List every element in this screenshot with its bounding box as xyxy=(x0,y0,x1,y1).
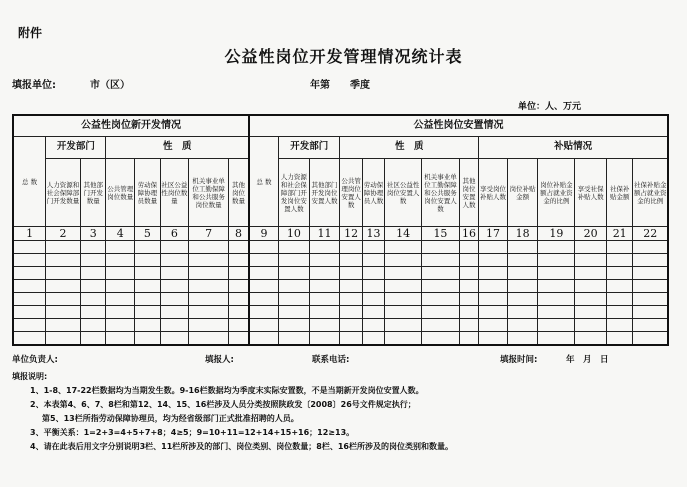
col-header-6: 社区公益性岗位数量 xyxy=(160,158,189,227)
table-cell xyxy=(80,332,106,345)
section-placement: 公益性岗位安置情况 xyxy=(249,115,668,136)
table-row xyxy=(13,306,668,319)
table-cell xyxy=(80,306,106,319)
table-cell xyxy=(385,319,422,332)
instructions xyxy=(12,370,672,454)
col-number: 18 xyxy=(507,227,538,240)
col-header-17: 享受岗位补贴人数 xyxy=(479,158,508,227)
table-cell xyxy=(106,240,135,253)
table-cell xyxy=(279,240,310,253)
table-cell xyxy=(106,293,135,306)
table-cell xyxy=(479,293,508,306)
table-cell xyxy=(633,266,668,279)
col-number: 9 xyxy=(249,227,279,240)
table-cell xyxy=(606,293,633,306)
table-cell xyxy=(538,319,575,332)
table-cell xyxy=(575,240,607,253)
table-cell xyxy=(160,319,189,332)
table-cell xyxy=(507,253,538,266)
table-cell xyxy=(189,293,229,306)
table-cell xyxy=(362,253,384,266)
table-cell xyxy=(106,253,135,266)
table-cell xyxy=(633,293,668,306)
col-number: 19 xyxy=(538,227,575,240)
table-cell xyxy=(362,240,384,253)
table-cell xyxy=(385,240,422,253)
table-cell xyxy=(13,293,46,306)
unit-label: 单位：人、万元 xyxy=(518,102,582,112)
table-cell xyxy=(106,306,135,319)
dept-right-header: 开发部门 xyxy=(279,136,340,158)
table-cell xyxy=(229,266,249,279)
table-cell xyxy=(459,332,478,345)
instruction-3: 3、平衡关系：1=2+3=4+5+7+8；4≥5；9=10+11=12+14+15+16；12≥13。 xyxy=(30,428,355,437)
subsidy-header: 补贴情况 xyxy=(479,136,668,158)
col-number: 21 xyxy=(606,227,633,240)
col-number: 22 xyxy=(633,227,668,240)
table-cell xyxy=(80,319,106,332)
statistics-table xyxy=(12,114,669,346)
table-cell xyxy=(13,279,46,292)
instruction-1: 1、1-8、17-22栏数据均为当期发生数。9-16栏数据均为季度末实际安置数，不是当期新开发岗位安置人数。 xyxy=(30,386,424,395)
total-left-header: 总 数 xyxy=(13,136,46,227)
fill-time-label: 填报时间: xyxy=(500,355,538,365)
table-cell xyxy=(385,279,422,292)
responsible-label: 单位负责人: xyxy=(12,355,58,365)
table-cell xyxy=(249,279,279,292)
col-header-11: 其他部门开发岗位安置人数 xyxy=(309,158,340,227)
table-cell xyxy=(229,306,249,319)
table-cell xyxy=(459,293,478,306)
col-header-7: 机关事业单位工勤保障和公共服务岗位数量 xyxy=(189,158,229,227)
phone-label: 联系电话: xyxy=(312,355,350,365)
table-cell xyxy=(340,266,362,279)
table-cell xyxy=(160,332,189,345)
table-cell xyxy=(362,306,384,319)
table-cell xyxy=(459,240,478,253)
table-cell xyxy=(80,266,106,279)
table-cell xyxy=(633,332,668,345)
table-cell xyxy=(13,240,46,253)
city-district-label: 市（区） xyxy=(90,80,130,91)
table-cell xyxy=(385,293,422,306)
table-cell xyxy=(507,240,538,253)
table-cell xyxy=(135,306,161,319)
col-number: 4 xyxy=(106,227,135,240)
col-header-5: 劳动保障协理员数量 xyxy=(135,158,161,227)
col-number: 11 xyxy=(309,227,340,240)
table-cell xyxy=(106,279,135,292)
instruction-4: 4、请在此表后用文字分别说明3栏、11栏所涉及的部门、岗位类别、岗位数量；8栏、16栏所涉及的岗位类别和数量。 xyxy=(30,442,453,451)
col-number: 16 xyxy=(459,227,478,240)
table-cell xyxy=(633,253,668,266)
table-cell xyxy=(507,266,538,279)
table-cell xyxy=(135,240,161,253)
col-number: 6 xyxy=(160,227,189,240)
table-cell xyxy=(538,332,575,345)
table-cell xyxy=(279,266,310,279)
table-cell xyxy=(459,266,478,279)
table-cell xyxy=(13,253,46,266)
table-cell xyxy=(606,332,633,345)
table-cell xyxy=(249,293,279,306)
table-cell xyxy=(189,240,229,253)
table-cell xyxy=(575,253,607,266)
column-number-row xyxy=(13,227,668,240)
table-cell xyxy=(13,266,46,279)
table-cell xyxy=(80,279,106,292)
table-cell xyxy=(189,319,229,332)
col-header-13: 劳动保障协理员人数 xyxy=(362,158,384,227)
table-cell xyxy=(507,293,538,306)
table-cell xyxy=(160,253,189,266)
table-cell xyxy=(538,306,575,319)
table-cell xyxy=(633,240,668,253)
col-header-12: 公共管理岗位安置人数 xyxy=(340,158,362,227)
table-cell xyxy=(507,319,538,332)
col-header-3: 其他部门开发数量 xyxy=(80,158,106,227)
table-cell xyxy=(479,266,508,279)
table-cell xyxy=(279,306,310,319)
table-cell xyxy=(160,240,189,253)
table-cell xyxy=(422,253,460,266)
col-number: 13 xyxy=(362,227,384,240)
table-cell xyxy=(385,332,422,345)
table-cell xyxy=(606,240,633,253)
table-cell xyxy=(160,306,189,319)
table-cell xyxy=(479,319,508,332)
table-cell xyxy=(279,253,310,266)
table-cell xyxy=(279,332,310,345)
table-cell xyxy=(538,240,575,253)
table-cell xyxy=(309,253,340,266)
table-cell xyxy=(279,279,310,292)
table-cell xyxy=(459,319,478,332)
instruction-2: 2、本表第4、6、7、8栏和第12、14、15、16栏涉及人员分类按照陕政发〔2008〕26号文件规定执行； xyxy=(30,400,416,409)
col-header-18: 岗位补贴金额 xyxy=(507,158,538,227)
table-cell xyxy=(135,253,161,266)
col-number: 12 xyxy=(340,227,362,240)
table-cell xyxy=(309,279,340,292)
table-cell xyxy=(229,293,249,306)
table-cell xyxy=(575,319,607,332)
table-cell xyxy=(385,306,422,319)
table-cell xyxy=(479,332,508,345)
table-row xyxy=(13,253,668,266)
table-cell xyxy=(135,266,161,279)
table-cell xyxy=(340,253,362,266)
col-header-15: 机关事业单位工勤保障和公共服务岗位安置人数 xyxy=(422,158,460,227)
table-cell xyxy=(538,279,575,292)
table-cell xyxy=(249,332,279,345)
table-cell xyxy=(189,253,229,266)
table-cell xyxy=(362,293,384,306)
table-cell xyxy=(385,266,422,279)
table-cell xyxy=(340,279,362,292)
table-cell xyxy=(229,279,249,292)
col-header-20: 享受社保补贴人数 xyxy=(575,158,607,227)
col-number: 5 xyxy=(135,227,161,240)
col-number: 14 xyxy=(385,227,422,240)
table-cell xyxy=(229,240,249,253)
table-cell xyxy=(422,279,460,292)
col-header-16: 其他岗位安置人数 xyxy=(459,158,478,227)
table-cell xyxy=(249,253,279,266)
table-row xyxy=(13,240,668,253)
table-cell xyxy=(46,293,81,306)
table-cell xyxy=(538,253,575,266)
table-cell xyxy=(13,332,46,345)
table-cell xyxy=(575,306,607,319)
table-row xyxy=(13,279,668,292)
table-cell xyxy=(135,279,161,292)
section-new-development: 公益性岗位新开发情况 xyxy=(13,115,249,136)
blank-data-rows xyxy=(13,240,668,345)
year-quarter-label: 年第 季度 xyxy=(310,80,370,91)
table-cell xyxy=(633,306,668,319)
table-cell xyxy=(160,293,189,306)
table-cell xyxy=(46,240,81,253)
col-header-2: 人力资源和社会保障部门开发数量 xyxy=(46,158,81,227)
table-cell xyxy=(575,266,607,279)
table-cell xyxy=(309,319,340,332)
table-cell xyxy=(479,253,508,266)
table-cell xyxy=(479,279,508,292)
table-cell xyxy=(538,266,575,279)
table-cell xyxy=(340,293,362,306)
table-cell xyxy=(46,332,81,345)
col-number: 15 xyxy=(422,227,460,240)
table-cell xyxy=(422,240,460,253)
table-cell xyxy=(309,332,340,345)
table-cell xyxy=(135,319,161,332)
total-right-header: 总 数 xyxy=(249,136,279,227)
table-cell xyxy=(362,279,384,292)
col-header-8: 其他岗位数量 xyxy=(229,158,249,227)
table-cell xyxy=(606,253,633,266)
table-cell xyxy=(106,319,135,332)
table-cell xyxy=(340,319,362,332)
col-header-10: 人力资源和社会保障部门开发岗位安置人数 xyxy=(279,158,310,227)
col-header-19: 岗位补贴金额占就业资金的比例 xyxy=(538,158,575,227)
table-row xyxy=(13,293,668,306)
table-cell xyxy=(459,253,478,266)
table-cell xyxy=(46,253,81,266)
table-cell xyxy=(385,253,422,266)
table-cell xyxy=(229,319,249,332)
table-cell xyxy=(422,319,460,332)
col-number: 8 xyxy=(229,227,249,240)
table-cell xyxy=(575,293,607,306)
table-cell xyxy=(189,332,229,345)
table-cell xyxy=(249,319,279,332)
table-cell xyxy=(106,266,135,279)
table-cell xyxy=(160,266,189,279)
instruction-2b: 第5、13栏所指劳动保障协理员，均为经省级部门正式批准招聘的人员。 xyxy=(42,414,299,423)
table-cell xyxy=(340,332,362,345)
table-cell xyxy=(13,319,46,332)
table-cell xyxy=(135,293,161,306)
table-cell xyxy=(362,332,384,345)
table-cell xyxy=(422,266,460,279)
col-header-22: 社保补贴金额占就业资金的比例 xyxy=(633,158,668,227)
table-cell xyxy=(633,279,668,292)
table-row xyxy=(13,319,668,332)
dept-left-header: 开发部门 xyxy=(46,136,106,158)
col-number: 3 xyxy=(80,227,106,240)
table-cell xyxy=(46,279,81,292)
table-cell xyxy=(160,279,189,292)
table-cell xyxy=(249,240,279,253)
table-cell xyxy=(575,332,607,345)
table-cell xyxy=(479,306,508,319)
col-header-14: 社区公益性岗位安置人数 xyxy=(385,158,422,227)
attachment-label: 附件 xyxy=(18,26,43,40)
nature-left-header: 性 质 xyxy=(106,136,249,158)
table-cell xyxy=(229,253,249,266)
table-cell xyxy=(189,306,229,319)
col-header-4: 公共管理岗位数量 xyxy=(106,158,135,227)
col-number: 7 xyxy=(189,227,229,240)
table-cell xyxy=(46,266,81,279)
table-cell xyxy=(309,266,340,279)
table-cell xyxy=(279,293,310,306)
table-cell xyxy=(80,253,106,266)
col-number: 1 xyxy=(13,227,46,240)
table-cell xyxy=(422,332,460,345)
table-cell xyxy=(507,332,538,345)
table-cell xyxy=(606,279,633,292)
table-cell xyxy=(229,332,249,345)
table-cell xyxy=(507,279,538,292)
table-cell xyxy=(279,319,310,332)
table-cell xyxy=(538,293,575,306)
table-cell xyxy=(422,306,460,319)
table-cell xyxy=(459,279,478,292)
table-cell xyxy=(633,319,668,332)
table-cell xyxy=(80,240,106,253)
table-cell xyxy=(13,306,46,319)
col-number: 10 xyxy=(279,227,310,240)
table-cell xyxy=(459,306,478,319)
table-cell xyxy=(189,266,229,279)
table-cell xyxy=(606,266,633,279)
col-header-21: 社保补贴金额 xyxy=(606,158,633,227)
table-cell xyxy=(106,332,135,345)
table-cell xyxy=(362,266,384,279)
table-cell xyxy=(362,319,384,332)
table-row xyxy=(13,332,668,345)
nature-right-header: 性 质 xyxy=(340,136,479,158)
table-cell xyxy=(507,306,538,319)
table-cell xyxy=(46,319,81,332)
instructions-heading: 填报说明: xyxy=(12,372,48,381)
table-cell xyxy=(80,293,106,306)
col-number: 20 xyxy=(575,227,607,240)
col-number: 2 xyxy=(46,227,81,240)
table-cell xyxy=(340,240,362,253)
table-cell xyxy=(135,332,161,345)
table-cell xyxy=(575,279,607,292)
filler-label: 填报人: xyxy=(205,355,234,365)
table-row xyxy=(13,266,668,279)
table-cell xyxy=(249,266,279,279)
table-cell xyxy=(309,306,340,319)
form-title: 公益性岗位开发管理情况统计表 xyxy=(224,47,463,66)
table-cell xyxy=(340,306,362,319)
table-cell xyxy=(46,306,81,319)
table-cell xyxy=(309,293,340,306)
fill-unit-label: 填报单位: xyxy=(12,80,56,91)
table-cell xyxy=(309,240,340,253)
table-cell xyxy=(249,306,279,319)
table-cell xyxy=(422,293,460,306)
date-label: 年 月 日 xyxy=(566,355,609,365)
table-cell xyxy=(606,319,633,332)
table-cell xyxy=(606,306,633,319)
table-cell xyxy=(189,279,229,292)
table-cell xyxy=(479,240,508,253)
col-number: 17 xyxy=(479,227,508,240)
